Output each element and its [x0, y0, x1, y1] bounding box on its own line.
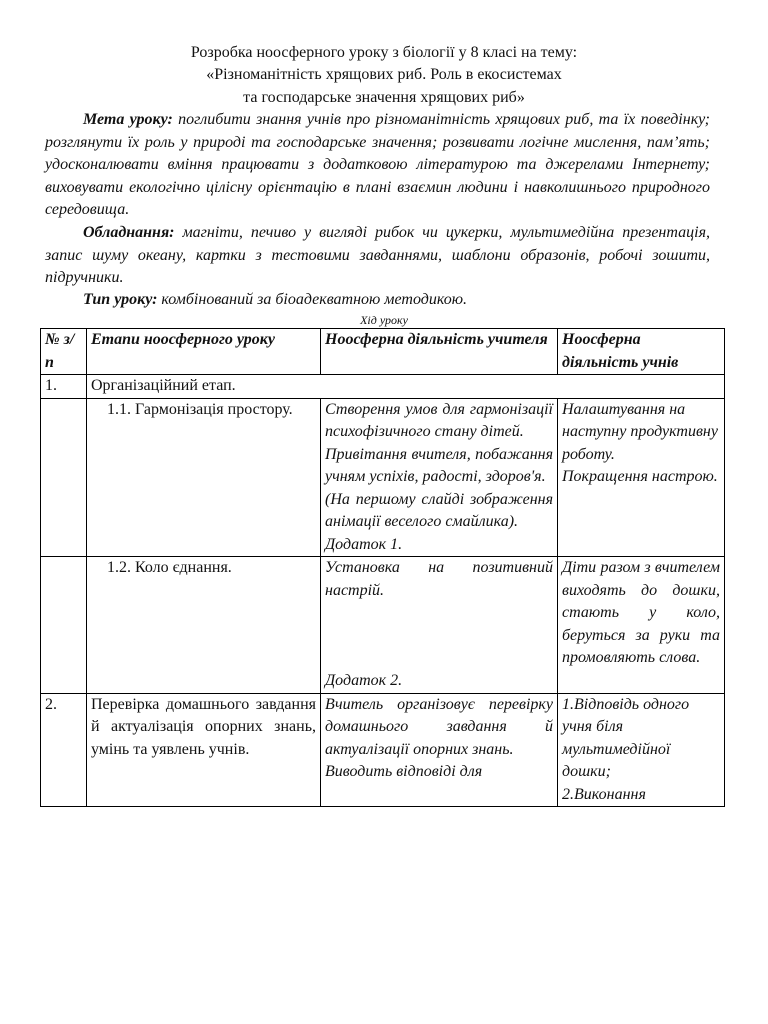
row-1-1-teacher-p1: Створення умов для гармонізації психофізичного стану дітей. [325, 400, 553, 440]
equipment-paragraph [45, 222, 710, 290]
header-students: Ноосферна діяльність учнів [558, 329, 725, 375]
row-2-students [558, 693, 725, 807]
row-1-1-students [558, 398, 725, 557]
row-2-teacher-p2: Виводить відповіді для [325, 763, 483, 780]
doc-title-line-1: Розробка ноосферного уроку з біології у 8 класі на тему: [190, 44, 578, 61]
goal-label: Мета уроку: [83, 111, 173, 128]
row-2-teacher [321, 693, 558, 807]
equipment-text: магніти, печиво у вигляді рибок чи цукерки, мультимедійна презентація, запис шуму океану, картки з тестовими завданнями, шаблони образонів, робочі зошити, підручники. [45, 224, 710, 286]
row-1-2-teacher [321, 557, 558, 694]
row-1-2-teacher-p2: Додаток 2. [325, 672, 403, 689]
doc-title-line-2: «Різноманітність хрящових риб. Роль в екосистемах [206, 66, 562, 83]
table-row-1-1 [41, 398, 725, 557]
header-number: № з/п [41, 329, 87, 375]
row-2-students-p2: 2.Виконання [562, 785, 646, 803]
equipment-label: Обладнання: [83, 224, 175, 241]
row-1-1-stage: 1.1. Гармонізація простору. [87, 398, 321, 557]
row-1-1-number [41, 398, 87, 557]
goal-paragraph [45, 109, 710, 222]
lesson-type-paragraph [45, 289, 710, 312]
row-2-students-p1: 1.Відповідь одного учня біля мультимедійної дошки; [562, 695, 690, 780]
lesson-type-text: комбінований за біоадекватною методикою. [157, 291, 467, 308]
doc-title-line-3: та господарське значення хрящових риб» [243, 89, 525, 106]
section-1-title: Організаційний етап. [87, 375, 725, 399]
lesson-plan-table [40, 328, 725, 807]
row-1-1-teacher [321, 398, 558, 557]
table-row-1-2 [41, 557, 725, 694]
section-1-number: 1. [41, 375, 87, 399]
table-header-row [41, 329, 725, 375]
row-2-number: 2. [41, 693, 87, 807]
goal-text: поглибити знання учнів про різноманітність хрящових риб, та їх поведінку; розглянути їх роль у природі та господарське значення; розвивати логічне мислення, пам’ять; удосконалювати вміння працювати з додатковою літературою та джерелами Інтернету; виховувати екологічно цілісну орієнтацію в плані взаємин людини і навколишнього природного середовища. [45, 111, 710, 218]
row-1-2-teacher-spacer [325, 602, 553, 670]
course-caption: Хід уроку [360, 313, 408, 327]
row-1-2-teacher-p1: Установка на позитивний настрій. [325, 559, 553, 599]
table-row-section-1 [41, 375, 725, 399]
row-2-teacher-p1: Вчитель організовує перевірку домашнього завдання й актуалізації опорних знань. [325, 695, 553, 758]
row-1-1-teacher-p4: Додаток 1. [325, 535, 403, 553]
row-1-1-teacher-p3: (На першому слайді зображення анімації веселого смайлика). [325, 490, 553, 530]
lesson-type-label: Тип уроку: [83, 291, 158, 308]
row-1-2-stage: 1.2. Коло єднання. [87, 557, 321, 694]
row-1-2-number [41, 557, 87, 694]
row-1-1-teacher-p2: Привітання вчителя, побажання учням успіхів, радості, здоров'я. [325, 445, 553, 485]
row-1-1-students-p1: Налаштування на наступну продуктивну роботу. [562, 400, 718, 463]
row-1-1-students-p2: Покращення настрою. [562, 468, 718, 485]
table-row-2 [41, 693, 725, 807]
row-1-2-students: Діти разом з вчителем виходять до дошки, стають у коло, беруться за руки та промовляють слова. [558, 557, 725, 694]
header-stages: Етапи ноосферного уроку [87, 329, 321, 375]
row-2-stage: Перевірка домашнього завдання й актуалізація опорних знань, умінь та уявлень учнів. [87, 693, 321, 807]
header-teacher: Ноосферна діяльність учителя [321, 329, 558, 375]
